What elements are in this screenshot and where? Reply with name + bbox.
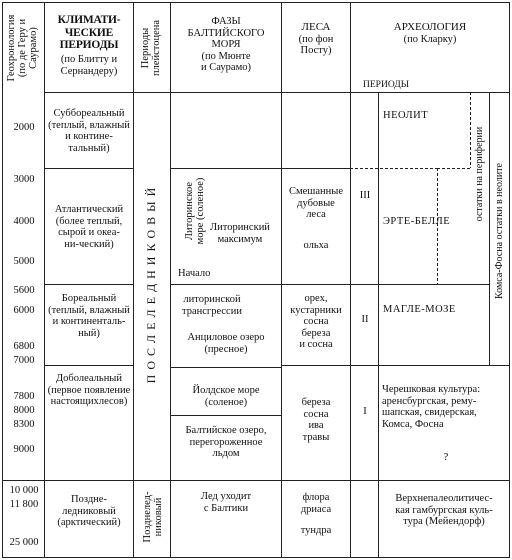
year-5600: 5600 <box>13 285 35 296</box>
header-climatic-sub: (по Блитту и Сернандеру) <box>60 54 118 77</box>
arch-komsa: Комса-Фосна остатки в неолите <box>494 163 505 299</box>
baltic-ice-lake: Балтийское озеро, перегороженное льдом <box>185 425 267 459</box>
climatic-lateglacial: Поздне- ледниковый (арктический) <box>57 494 121 528</box>
forests-mixed: Смешанные дубовые леса <box>288 186 343 220</box>
period-III: III <box>359 190 371 201</box>
baltic-littorina-trans: литоринской трансгрессии <box>182 294 242 317</box>
header-periods: ПЕРИОДЫ <box>363 80 409 90</box>
year-25000: 25 000 <box>9 537 39 548</box>
pleistocene-lateglacial: Позднелед- никовый <box>142 491 164 543</box>
baltic-yoldia: Йолдское море (соленое) <box>192 385 260 408</box>
arch-upper-paleo: Верхнепалеолитичес- кая гамбургская куль- тура (Мейендорф) <box>395 493 493 527</box>
arch-erteboelle: ЭРТЕ-БЕЛЛЕ <box>383 216 451 227</box>
baltic-ice-retreat: Лед уходит с Балтики <box>200 491 252 514</box>
baltic-ancylus: Анциловое озеро (пресное) <box>187 332 265 355</box>
year-7800: 7800 <box>13 391 35 402</box>
period-II: II <box>361 314 369 325</box>
year-2000: 2000 <box>13 122 35 133</box>
year-6000: 6000 <box>13 305 35 316</box>
header-pleistocene: Периоды плейстоцена <box>140 19 162 77</box>
year-8300: 8300 <box>13 419 35 430</box>
arch-question: ? <box>443 452 449 463</box>
year-5000: 5000 <box>13 256 35 267</box>
period-I: I <box>363 406 367 417</box>
baltic-littorina-max: Литоринский максимум <box>210 222 270 245</box>
year-6800: 6800 <box>13 341 35 352</box>
header-baltic: ФАЗЫ БАЛТИЙСКОГО МОРЯ (по Мюнте и Саурамо) <box>187 16 265 73</box>
baltic-littorina-sea: Литоринское море (соленое) <box>184 177 206 245</box>
header-geochronology: Геохронология (по де Геру и Саурамо) <box>6 14 39 82</box>
forests-alder: ольха <box>303 240 329 251</box>
forests-preboreal: береза сосна ива травы <box>301 397 331 443</box>
forests-boreal: орех, кустарники сосна береза и сосна <box>290 293 342 350</box>
year-10000: 10 000 <box>9 485 39 496</box>
pleistocene-postglacial: П О С Л Е Л Е Д Н И К О В Ы Й <box>144 186 158 384</box>
year-9000: 9000 <box>13 444 35 455</box>
year-7000: 7000 <box>13 355 35 366</box>
climatic-subboreal: Суббореальный (теплый, влажный и контине- тальный) <box>48 108 130 154</box>
header-forests: ЛЕСА (по фон Посту) <box>298 21 334 56</box>
climatic-boreal: Бореальный (теплый, влажный и континенталь- ный) <box>48 293 130 339</box>
climatic-preboreal: Доболеальный (первое появление настоящихлесов) <box>47 373 131 407</box>
header-archaeology: АРХЕОЛОГИЯ (по Кларку) <box>393 21 467 45</box>
arch-maglemose: МАГЛЕ-МОЗЕ <box>383 304 456 315</box>
year-8000: 8000 <box>13 405 35 416</box>
arch-neolithic: НЕОЛИТ <box>383 110 429 121</box>
baltic-start: Начало <box>178 268 211 279</box>
climatic-atlantic: Атлантический (более теплый, сырой и океа- ни-ческий) <box>54 204 124 250</box>
header-climatic: КЛИМАТИ- ЧЕСКИЕ ПЕРИОДЫ <box>57 14 121 51</box>
year-3000: 3000 <box>13 174 35 185</box>
arch-periphery: остатки на периферии <box>474 126 485 222</box>
forests-lateglacial: флора дриаса тундра <box>300 492 332 536</box>
arch-tanged: Черешковая культура: аренсбургская, рему- шапская, свидерская, Комса, Фосна <box>382 384 481 430</box>
year-11800: 11 800 <box>9 499 39 510</box>
year-4000: 4000 <box>13 216 35 227</box>
